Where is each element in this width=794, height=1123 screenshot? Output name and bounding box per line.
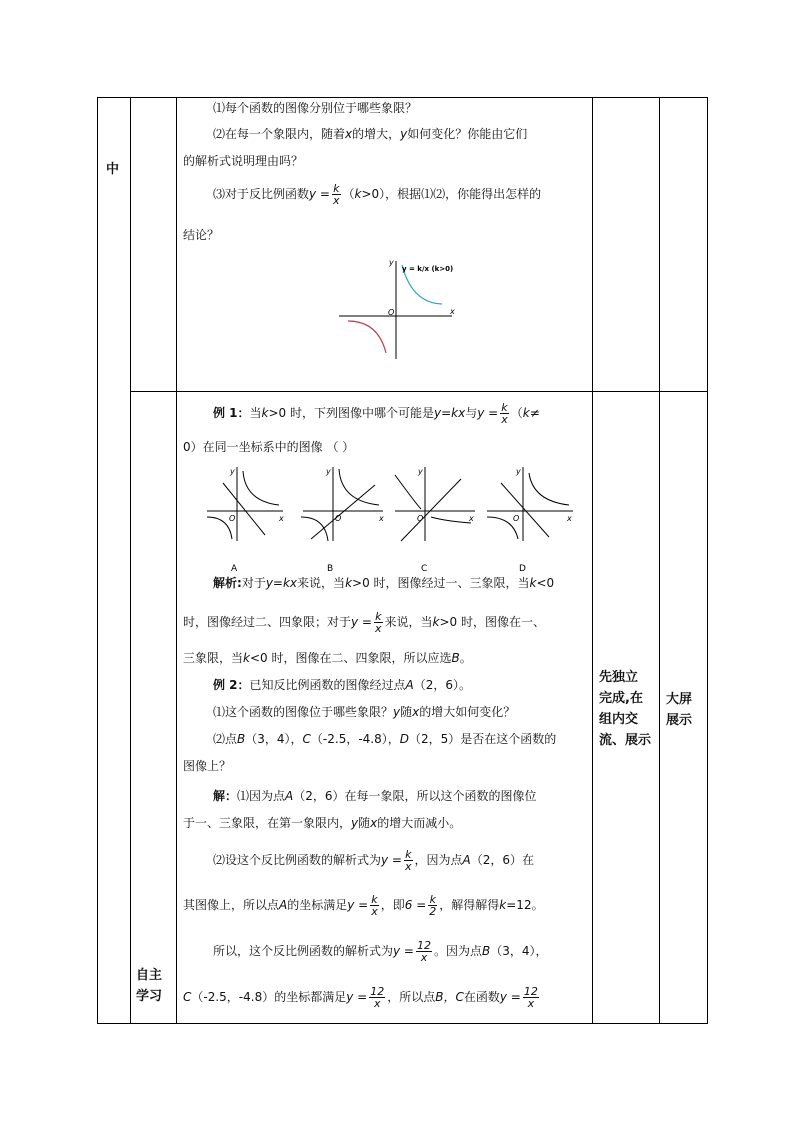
method-line-3: 组内交 <box>599 712 639 727</box>
question-1: ⑴每个函数的图像分别位于哪些象限？ <box>213 101 418 115</box>
hyperbola-graph <box>334 255 464 363</box>
table-border-bottom <box>97 1023 708 1024</box>
display-line-1: 大屏 <box>666 692 693 707</box>
analysis-line-3: 三象限，当k<0 时，图像在二、四象限，所以应选B。 <box>183 651 472 665</box>
option-graphs <box>201 463 586 573</box>
example-2-q2-line-2: 图像上？ <box>183 759 232 773</box>
display-line-2: 展示 <box>666 713 693 728</box>
option-d-y: y <box>516 467 521 476</box>
col-divider-2 <box>176 97 177 1024</box>
option-c-origin: O <box>417 514 424 523</box>
solution-line-3: ⑵设这个反比例函数的解析式为y = $\frac{k}{x}$ ，因为点A（2，6）在 <box>213 848 535 873</box>
fraction-12-over-x: $\frac{12}{x}$ <box>417 939 431 964</box>
table-border-right <box>707 97 708 1024</box>
example-2-title: 例 2：已知反比例函数的图像经过点A（2，6）。 <box>213 678 472 692</box>
method-line-4: 流、展示 <box>599 733 652 748</box>
solution-line-5: 所以，这个反比例函数的解析式为y = $\frac{12}{x}$ 。因为点B（3，4）， <box>213 939 548 964</box>
graph-x-label: x <box>450 307 455 316</box>
option-a-label: A <box>231 564 238 573</box>
solution-line-1: 解：⑴因为点A（2，6）在每一象限，所以这个函数的图像位 <box>213 789 537 803</box>
analysis-line-1: 解析:对于y=kx来说，当k>0 时，图像经过一、三象限，当k<0 <box>213 576 555 590</box>
option-b-y: y <box>326 467 331 476</box>
option-d-x: x <box>567 514 572 523</box>
example-1-line-1: 例 1：当k>0 时，下列图像中哪个可能是y=kx与y = $\frac{k}{x}$ （k≠ <box>213 401 540 426</box>
example-2-q1: ⑴这个函数的图像位于哪些象限？y随x的增大如何变化？ <box>213 705 516 719</box>
fraction-k-over-x: $\frac{k}{x}$ <box>375 610 382 635</box>
method-line-1: 先独立 <box>599 670 639 685</box>
example-1-line-2: 0）在同一坐标系中的图像 （ ） <box>183 440 355 454</box>
solution-line-4: 其图像上，所以点A的坐标满足y = $\frac{k}{x}$ ，即6 = $\frac{k}{2}$ ，解得解得k=12。 <box>183 893 544 918</box>
option-b-origin: O <box>335 514 342 523</box>
option-graph-c <box>395 467 475 573</box>
option-a-x: x <box>279 514 284 523</box>
col-divider-3 <box>592 97 593 1024</box>
method-line-2: 完成,在 <box>599 691 643 706</box>
question-3-line-1: ⑶对于反比例函数y = $\frac{k}{x}$ （k>0），根据⑴⑵，你能得出怎样的 <box>213 182 542 207</box>
fraction-k-over-x: $\frac{k}{x}$ <box>371 893 378 918</box>
analysis-line-2: 时，图像经过二、四象限；对于y = $\frac{k}{x}$ 来说，当k>0 时，图像在一、 <box>183 610 545 635</box>
option-graph-a <box>207 467 284 573</box>
graph-function-label: y = k/x (k>0) <box>402 265 454 273</box>
option-graph-b <box>301 467 384 573</box>
lesson-table <box>97 97 708 1024</box>
col-divider-1 <box>130 97 131 1024</box>
row-divider <box>130 391 708 392</box>
option-a-y: y <box>230 467 235 476</box>
example-2-q2-line-1: ⑵点B（3，4），C（-2.5，-4.8），D（2，5）是否在这个函数的 <box>213 732 557 746</box>
question-3-line-2: 结论？ <box>183 228 220 242</box>
stage-label: 中 <box>106 162 120 177</box>
option-d-origin: O <box>513 514 520 523</box>
graph-origin-label: O <box>388 308 395 317</box>
table-border-left <box>97 97 98 1024</box>
self-study-label-1: 自主 <box>136 968 163 983</box>
option-b-x: x <box>379 514 384 523</box>
option-c-y: y <box>418 467 423 476</box>
col-divider-4 <box>659 97 660 1024</box>
option-c-label: C <box>421 564 428 573</box>
solution-line-2: 于一、三象限，在第一象限内，y随x的增大而减小。 <box>183 816 462 830</box>
option-a-origin: O <box>229 514 236 523</box>
graph-y-label: y <box>389 258 394 267</box>
option-graph-d <box>487 467 573 573</box>
question-2-line-2: 的解析式说明理由吗？ <box>183 154 304 168</box>
fraction-k-over-x: $\frac{k}{x}$ <box>405 848 412 873</box>
fraction-12-over-x: $\frac{12}{x}$ <box>523 985 538 1010</box>
option-c-x: x <box>469 514 474 523</box>
graph-curve-q3 <box>348 321 386 353</box>
option-b-label: B <box>327 564 334 573</box>
question-2-line-1: ⑵在每一个象限内，随着x的增大，y如何变化？你能由它们 <box>213 127 528 141</box>
fraction-k-over-x: $\frac{k}{x}$ <box>333 182 340 207</box>
table-border-top <box>97 97 708 98</box>
option-d-label: D <box>519 564 526 573</box>
fraction-k-over-x: $\frac{k}{x}$ <box>501 401 508 426</box>
fraction-k-over-2: $\frac{k}{2}$ <box>429 893 437 918</box>
solution-line-6: C（-2.5，-4.8）的坐标都满足y = $\frac{12}{x}$ ，所以点B，C在函数y = $\frac{12}{x}$ <box>183 985 538 1010</box>
self-study-label-2: 学习 <box>136 989 163 1004</box>
fraction-12-over-x: $\frac{12}{x}$ <box>370 985 385 1010</box>
